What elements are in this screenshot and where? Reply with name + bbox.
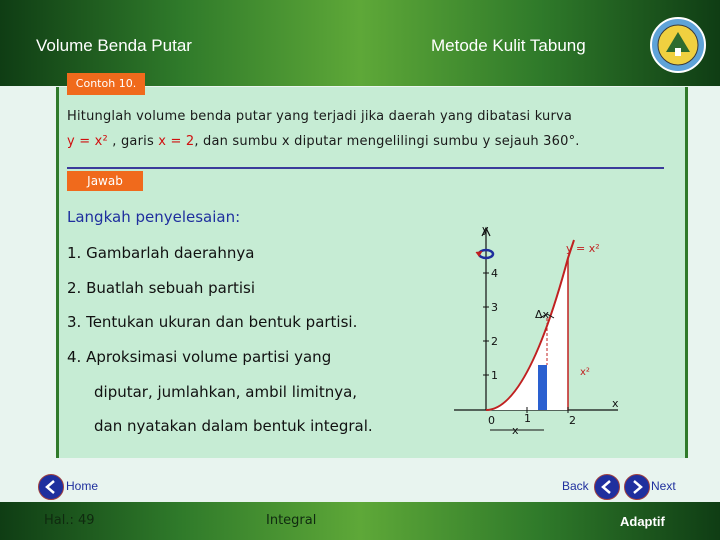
x-axis-label: x: [612, 397, 619, 410]
footer-brand: Adaptif: [620, 514, 665, 529]
home-label[interactable]: Home: [66, 479, 99, 493]
footer-topic: Integral: [266, 513, 317, 528]
arrow-left-icon: [39, 475, 63, 499]
page-number: Hal.: 49: [44, 513, 95, 528]
steps-title: Langkah penyelesaian:: [67, 208, 241, 226]
next-label[interactable]: Next: [651, 479, 676, 493]
origin-label: 0: [488, 414, 495, 427]
slide-title: Volume Benda Putar: [36, 36, 192, 55]
example-label: Contoh 10.: [67, 73, 145, 95]
height-label: x²: [580, 367, 590, 378]
step-3: 3. Tentukan ukuran dan bentuk partisi.: [67, 313, 358, 331]
step-4-cont-2: dan nyatakan dalam bentuk integral.: [94, 417, 373, 435]
region-graph: [440, 222, 640, 442]
home-button[interactable]: [38, 474, 64, 500]
line-equation: x = 2: [158, 134, 195, 149]
problem-mid1: , garis: [107, 134, 159, 149]
problem-statement: [67, 104, 687, 154]
next-button[interactable]: [624, 474, 650, 500]
step-4: 4. Aproksimasi volume partisi yang: [67, 348, 332, 366]
x-tick-2: 2: [569, 414, 576, 427]
arrow-right-icon: [625, 475, 649, 499]
step-1: 1. Gambarlah daerahnya: [67, 244, 255, 262]
partition-strip: [538, 365, 547, 410]
back-label[interactable]: Back: [562, 479, 589, 493]
y-tick-2: 2: [491, 335, 498, 348]
slide-subtitle: Metode Kulit Tabung: [431, 36, 586, 55]
footer-bar: [0, 502, 720, 540]
step-2: 2. Buatlah sebuah partisi: [67, 279, 256, 297]
x-tick-1: 1: [524, 412, 531, 425]
y-axis-label: y: [482, 223, 489, 236]
curve-label: y = x²: [566, 242, 600, 255]
y-tick-4: 4: [491, 267, 498, 280]
tut-wuri-handayani-logo: [648, 14, 708, 76]
y-tick-1: 1: [491, 369, 498, 382]
problem-mid2: , dan sumbu x diputar mengelilingi sumbu y sejauh 360°.: [194, 134, 580, 149]
answer-label: Jawab: [67, 171, 143, 191]
width-label: x: [512, 424, 519, 437]
divider: [67, 167, 664, 169]
delta-x-label: Δx: [535, 308, 550, 321]
step-4-cont-1: diputar, jumlahkan, ambil limitnya,: [94, 383, 358, 401]
shaded-region: [486, 258, 568, 410]
problem-line1: Hitunglah volume benda putar yang terjadi jika daerah yang dibatasi kurva: [67, 109, 573, 124]
y-tick-3: 3: [491, 301, 498, 314]
arrow-left-icon: [595, 475, 619, 499]
back-button[interactable]: [594, 474, 620, 500]
curve-equation: y = x²: [67, 134, 108, 149]
